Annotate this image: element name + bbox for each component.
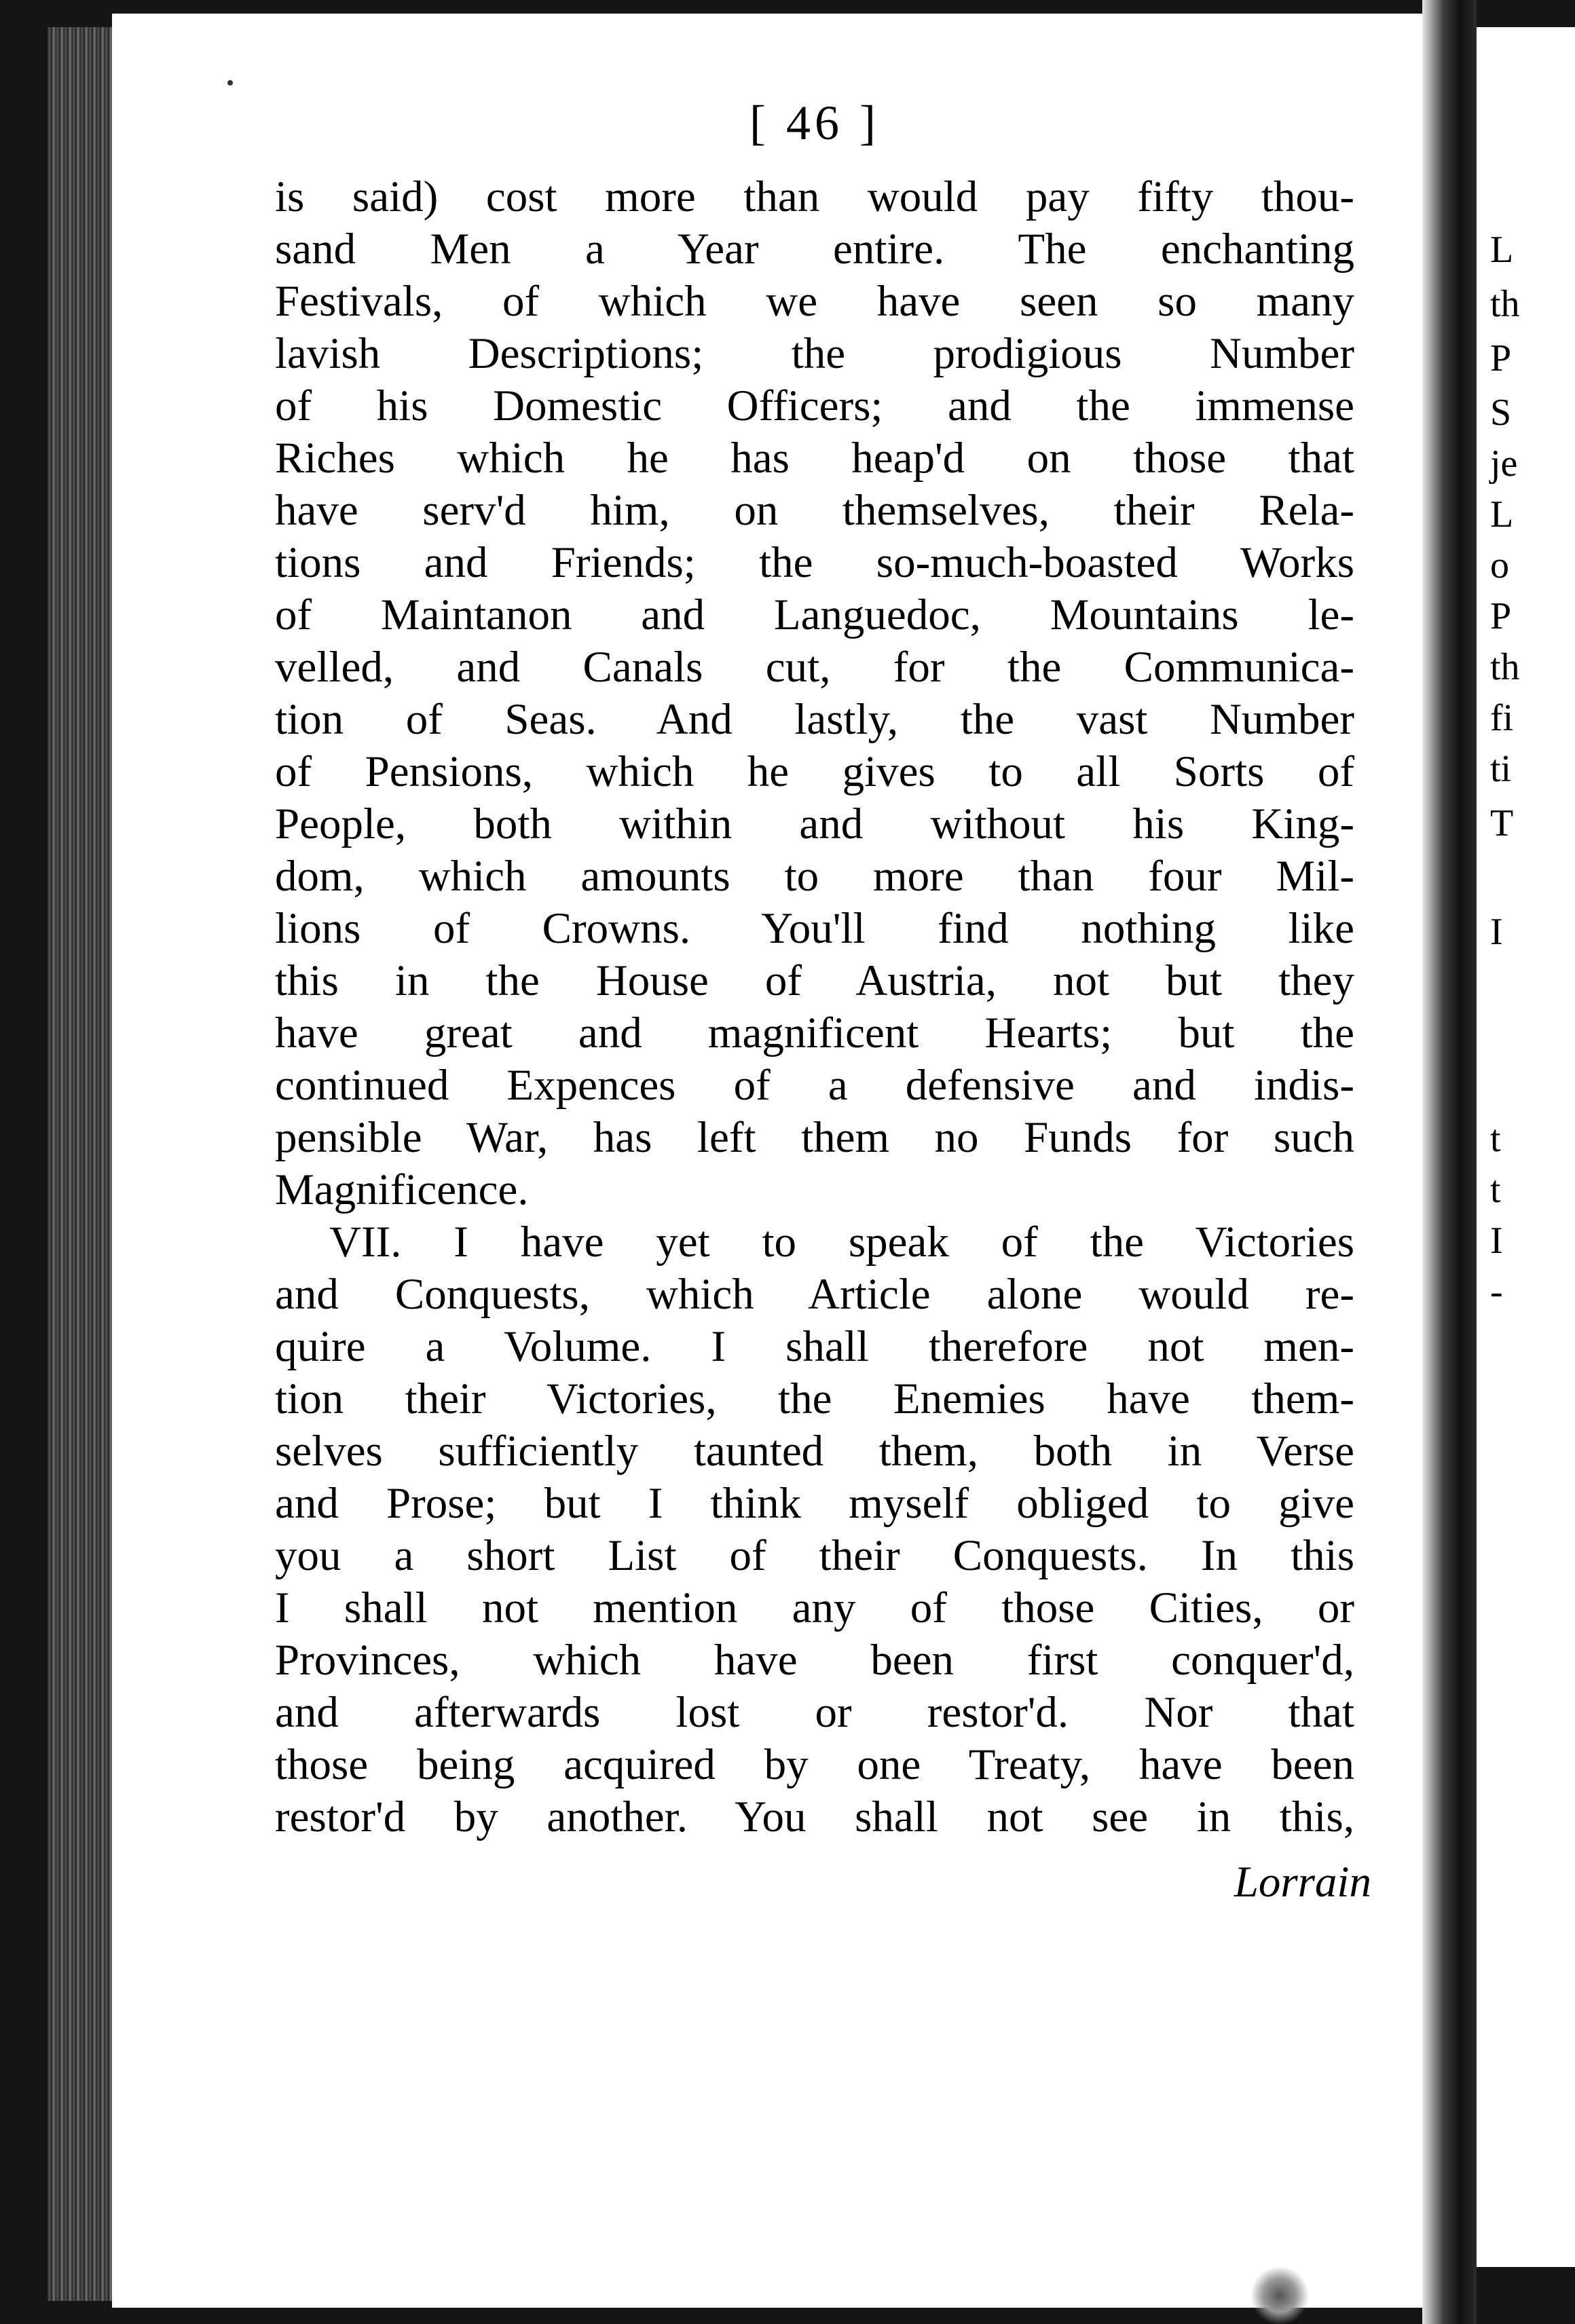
text-line: sand Men a Year entire. The enchanting	[275, 225, 1354, 274]
text-line: of his Domestic Officers; and the immense	[275, 381, 1354, 430]
text-line: Riches which he has heap'd on those that	[275, 434, 1354, 483]
facing-page-fragment: fi	[1490, 697, 1514, 739]
text-line: have serv'd him, on themselves, their Rela-	[275, 486, 1354, 535]
text-line: you a short List of their Conquests. In this	[275, 1531, 1354, 1580]
text-line: and Conquests, which Article alone would re-	[275, 1270, 1354, 1319]
facing-page-fragment: S	[1490, 392, 1512, 434]
text-line: have great and magnificent Hearts; but the	[275, 1009, 1354, 1057]
facing-page-fragment: I	[1490, 911, 1503, 953]
text-line: velled, and Canals cut, for the Communica-	[275, 643, 1354, 692]
facing-page-fragment: L	[1490, 493, 1514, 536]
facing-page-fragment: I	[1490, 1220, 1503, 1262]
text-line: lions of Crowns. You'll find nothing like	[275, 904, 1354, 953]
ink-speck	[227, 80, 233, 86]
text-line: tions and Friends; the so-much-boasted Works	[275, 538, 1354, 587]
text-line: tion of Seas. And lastly, the vast Number	[275, 695, 1354, 744]
facing-page-fragment: th	[1490, 283, 1520, 325]
facing-page-fragment: T	[1490, 802, 1514, 844]
text-line: tion their Victories, the Enemies have them-	[275, 1374, 1354, 1423]
text-line: Festivals, of which we have seen so many	[275, 277, 1354, 326]
facing-page-fragment: -	[1490, 1271, 1503, 1313]
text-line: restor'd by another. You shall not see in this,	[275, 1793, 1354, 1841]
text-line: Provinces, which have been first conquer'd,	[275, 1636, 1354, 1685]
text-line: and afterwards lost or restor'd. Nor that	[275, 1688, 1354, 1737]
text-line: of Maintanon and Languedoc, Mountains le-	[275, 591, 1354, 639]
facing-page-fragment: t	[1490, 1118, 1501, 1160]
text-line: lavish Descriptions; the prodigious Number	[275, 329, 1354, 378]
book-gutter	[1422, 0, 1477, 2324]
catchword: Lorrain	[1234, 1858, 1371, 1907]
corner-smudge	[1249, 2267, 1310, 2324]
text-line: of Pensions, which he gives to all Sorts of	[275, 747, 1354, 796]
text-line: is said) cost more than would pay fifty thou-	[275, 172, 1354, 221]
facing-page-fragment: ti	[1490, 748, 1512, 790]
text-line: quire a Volume. I shall therefore not men-	[275, 1322, 1354, 1371]
text-line: VII. I have yet to speak of the Victories	[329, 1218, 1354, 1267]
text-line: pensible War, has left them no Funds for such	[275, 1113, 1354, 1162]
page-body-text	[275, 171, 1354, 1843]
text-line: this in the House of Austria, not but they	[275, 956, 1354, 1005]
facing-page-fragment: P	[1490, 595, 1512, 637]
facing-page-fragment: t	[1490, 1169, 1501, 1211]
facing-page-fragment: je	[1490, 443, 1518, 485]
text-line: Magnificence.	[275, 1165, 529, 1214]
text-line: continued Expences of a defensive and indis-	[275, 1061, 1354, 1110]
text-line: and Prose; but I think myself obliged to give	[275, 1479, 1354, 1528]
text-line: dom, which amounts to more than four Mil-	[275, 852, 1354, 901]
facing-page-fragment: o	[1490, 544, 1509, 586]
facing-page-fragment: P	[1490, 337, 1512, 379]
text-line: those being acquired by one Treaty, have been	[275, 1740, 1354, 1789]
text-line: I shall not mention any of those Cities, or	[275, 1583, 1354, 1632]
text-line: People, both within and without his King-	[275, 800, 1354, 848]
facing-page-fragment: L	[1490, 229, 1514, 271]
facing-page-fragment: th	[1490, 646, 1520, 688]
text-line: selves sufficiently taunted them, both in Verse	[275, 1427, 1354, 1476]
facing-page-edge	[1477, 27, 1575, 2267]
page-number: [ 46 ]	[749, 96, 880, 150]
